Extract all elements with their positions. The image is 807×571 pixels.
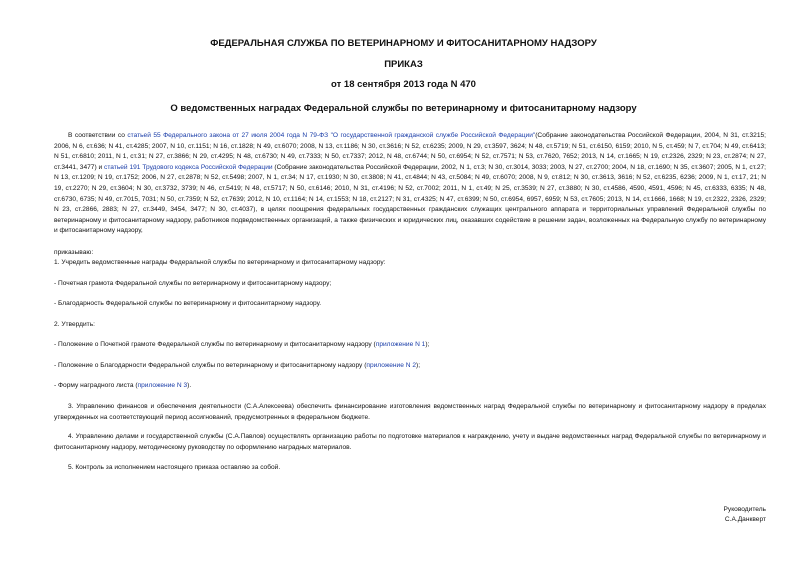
preamble-intro: В соответствии со: [68, 132, 128, 139]
order-item-1: 1. Учредить ведомственные награды Федеральной службы по ветеринарному и фитосанитарному надзору:: [54, 259, 386, 266]
order-item-2c-end: ).: [187, 382, 192, 389]
order-item-1b: - Благодарность Федеральной службы по ветеринарному и фитосанитарному надзору.: [54, 300, 322, 307]
labor-code-191-link[interactable]: статьей 191 Трудового кодекса Российской Федерации: [104, 163, 273, 171]
order-item-2c: [54, 381, 191, 391]
doc-subject: О ведомственных наградах Федеральной службы по ветеринарному и фитосанитарному надзору: [170, 103, 637, 114]
order-item-2: 2. Утвердить:: [54, 321, 95, 328]
order-item-3: 3. Управлению финансов и обеспечения деятельности (С.А.Алексеева) обеспечить финансирование изготовления ведомственных наград Федеральной службы по ветеринарному и фитосанитарному надзору в пределах утвержденных на соответствующий период ассигнований, предусмотренных в федеральном бюджете.: [54, 403, 766, 421]
preamble-paragraph: [54, 131, 766, 237]
order-item-4: 4. Управлению делами и государственной службы (С.А.Павлов) осуществлять организацию работы по подготовке материалов к награждению, учету и выдаче ведомственных наград Федеральной службы по ветеринарному и фитосанитарному надзору, методическому руководству по оформлению наградных материалов.: [54, 433, 766, 451]
signature-title: Руководитель: [723, 506, 766, 513]
order-item-2b-text: - Положение о Благодарности Федеральной службы по ветеринарному и фитосанитарному надзору (: [54, 362, 367, 369]
preamble-text-2: (Собрание законодательства Российской Федерации, 2002, N 1, ст.3; N 30, ст.3014, 3033; 2003, N 27, ст.2700; 2004, N 18, ст.1690; N 35, ст.3607; 2005, N 1, ст.27; N 13, ст.1209; N 19, ст.1752; 2006, N 27, ст.2878; N 52, ст.5498; 2007, N 1, ст.34; N 17, ст.1930; N 30, ст.3808; N 41, ст.4844; N 43, ст.5084; N 49, ст.6070; 2008, N 9, ст.812; N 30, ст.3613, 3616; N 52, ст.6235, 6236; 2009, N 1, ст.17, 21; N 19, ст.2270; N 29, ст.3604; N 30, ст.3732, 3739; N 46, ст.5419; N 48, ст.5717; N 50, ст.6146; 2010, N 31, ст.4196; N 52, ст.7002; 2011, N 1, ст.49; N 25, ст.3539; N 27, ст.3880; N 30, ст.4586, 4590, 4591, 4596; N 45, ст.6333, 6335; N 48, ст.6730, 6735; N 49, ст.7015, 7031; N 50, ст.7359; N 52, ст.7639; 2012, N 10, ст.1164; N 14, ст.1553; N 18, ст.2127; N 31, ст.4325; N 47, ст.6399; N 50, ст.6954, 6957, 6959; N 53, ст.7605; 2013, N 14, ст.1666, 1668; N 19, ст.2322, 2326, 2329; N 23, ст.2866, 2883; N 27, ст.3449, 3454, 3477; N 30, ст.4037), в целях поощрения федеральных государственных гражданских служащих центрального аппарата и территориальных управлений Федеральной службы по ветеринарному и фитосанитарному надзору, работников подведомственных организаций, а также физических и юридических лиц, оказавших содействие в решении задач, возложенных на Федеральную службу по ветеринарному и фитосанитарному надзору,: [54, 163, 766, 235]
order-item-5: 5. Контроль за исполнением настоящего приказа оставляю за собой.: [68, 464, 281, 471]
doc-type: ПРИКАЗ: [384, 59, 423, 70]
signature-name: С.А.Данкверт: [724, 516, 766, 523]
order-prikazyvayu: приказываю:: [54, 249, 94, 256]
appendix-1-link[interactable]: приложение N 1: [375, 341, 426, 348]
order-item-2b: [54, 361, 420, 371]
order-item-2c-text: - Форму наградного листа (: [54, 382, 138, 389]
law-79-fz-link[interactable]: статьей 55 Федерального закона от 27 июля 2004 года N 79-ФЗ "О государственной гражданской службе Российской Федерации": [127, 132, 536, 139]
appendix-3-link[interactable]: приложение N 3: [137, 382, 188, 389]
order-item-1a: - Почетная грамота Федеральной службы по ветеринарному и фитосанитарному надзору;: [54, 280, 332, 287]
agency-title: ФЕДЕРАЛЬНАЯ СЛУЖБА ПО ВЕТЕРИНАРНОМУ И ФИТОСАНИТАРНОМУ НАДЗОРУ: [210, 38, 597, 49]
order-item-2a: [54, 340, 429, 350]
preamble-text-1: (Собрание законодательства Российской Федерации, 2004, N 31, ст.3215; 2006, N 6, ст.636; N 41, ст.4285; 2007, N 10, ст.1151; N 16, ст.1828; N 49, ст.6070; 2008, N 13, ст.1186; N 30, ст.3616; N 52, ст.6235; 2009, N 29, ст.3597, 3624; N 48, ст.5719; N 51, ст.6150, 6159; 2010, N 5, ст.459; N 7, ст.704; N 49, ст.6413; N 51, ст.6810; 2011, N 1, ст.31; N 27, ст.3866; N 29, ст.4295; N 48, ст.6730; N 49, ст.7333; N 50, ст.7337; 2012, N 48, ст.6744; N 50, ст.6954; N 52, ст.7571; N 53, ст.7620, 7652; 2013, N 14, ст.1665; N 19, ст.2326, 2329; N 23, ст.2874; N 27, ст.3441, 3477) и: [54, 132, 766, 171]
order-item-2a-end: );: [425, 341, 430, 348]
order-item-2b-end: );: [416, 362, 421, 369]
appendix-2-link[interactable]: приложение N 2: [366, 362, 416, 369]
doc-date-number: от 18 сентября 2013 года N 470: [331, 79, 476, 90]
order-item-2a-text: - Положение о Почетной грамоте Федеральной службы по ветеринарному и фитосанитарному надзору (: [54, 341, 376, 348]
